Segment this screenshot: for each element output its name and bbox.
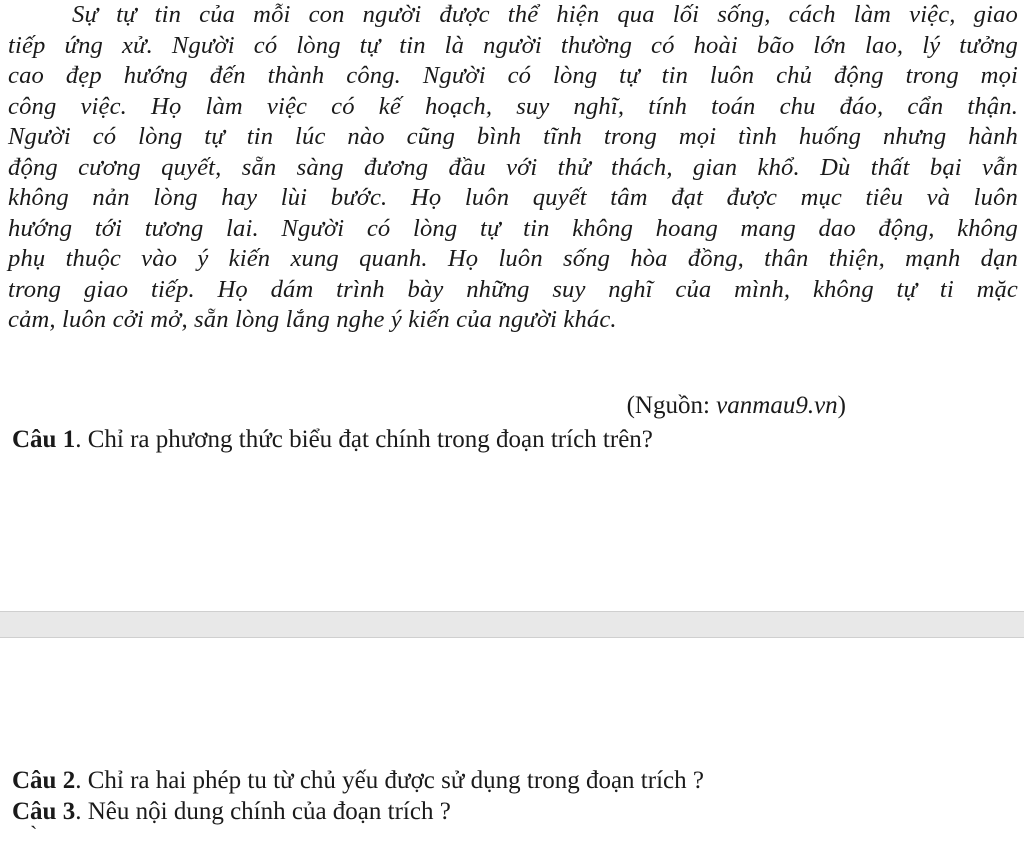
question-number: Câu 1 xyxy=(12,426,76,453)
passage-line: động cương quyết, sẵn sàng đương đầu với thử thách, gian khổ. Dù thất bại vẫn xyxy=(8,153,1018,181)
source-citation xyxy=(627,392,846,420)
passage-line: không nản lòng hay lùi bước. Họ luôn quyết tâm đạt được mục tiêu và luôn xyxy=(8,184,1018,211)
question-text: . Chỉ ra hai phép tu từ chủ yếu được sử dụng trong đoạn trích ? xyxy=(75,767,704,794)
passage-line: cao đẹp hướng đến thành công. Người có lòng tự tin luôn chủ động trong mọi xyxy=(8,62,1018,89)
passage-line: Sự tự tin của mỗi con người được thể hiện qua lối sống, cách làm việc, giao xyxy=(72,1,1018,28)
page-break-divider xyxy=(0,611,1024,638)
question-3 xyxy=(12,798,451,826)
passage-line: tiếp ứng xử. Người có lòng tự tin là người thường có hoài bão lớn lao, lý tưởng xyxy=(8,31,1018,59)
passage-line: phụ thuộc vào ý kiến xung quanh. Họ luôn sống hòa đồng, thân thiện, mạnh dạn xyxy=(8,245,1018,272)
source-suffix: ) xyxy=(837,392,846,419)
question-1 xyxy=(12,426,653,454)
question-number: Câu 3 xyxy=(12,798,76,825)
source-prefix: (Nguồn: xyxy=(626,392,717,419)
passage-line: công việc. Họ làm việc có kế hoạch, suy nghĩ, tính toán chu đáo, cẩn thận. xyxy=(8,92,1018,120)
passage-line: cảm, luôn cởi mở, sẵn lòng lắng nghe ý kiến của người khác. xyxy=(8,306,617,333)
question-2 xyxy=(12,767,704,795)
cropped-text-fragment: ` xyxy=(30,821,38,846)
question-number: Câu 2 xyxy=(12,767,76,794)
passage-line: hướng tới tương lai. Người có lòng tự tin không hoang mang dao động, không xyxy=(8,214,1018,242)
question-text: . Nêu nội dung chính của đoạn trích ? xyxy=(75,798,451,825)
passage-line: trong giao tiếp. Họ dám trình bày những suy nghĩ của mình, không tự ti mặc xyxy=(8,275,1018,303)
source-link-text: vanmau9.vn xyxy=(716,392,838,419)
question-text: . Chỉ ra phương thức biểu đạt chính trong đoạn trích trên? xyxy=(75,426,653,453)
reading-passage xyxy=(8,0,1018,336)
passage-line: Người có lòng tự tin lúc nào cũng bình tĩnh trong mọi tình huống nhưng hành xyxy=(8,123,1018,150)
